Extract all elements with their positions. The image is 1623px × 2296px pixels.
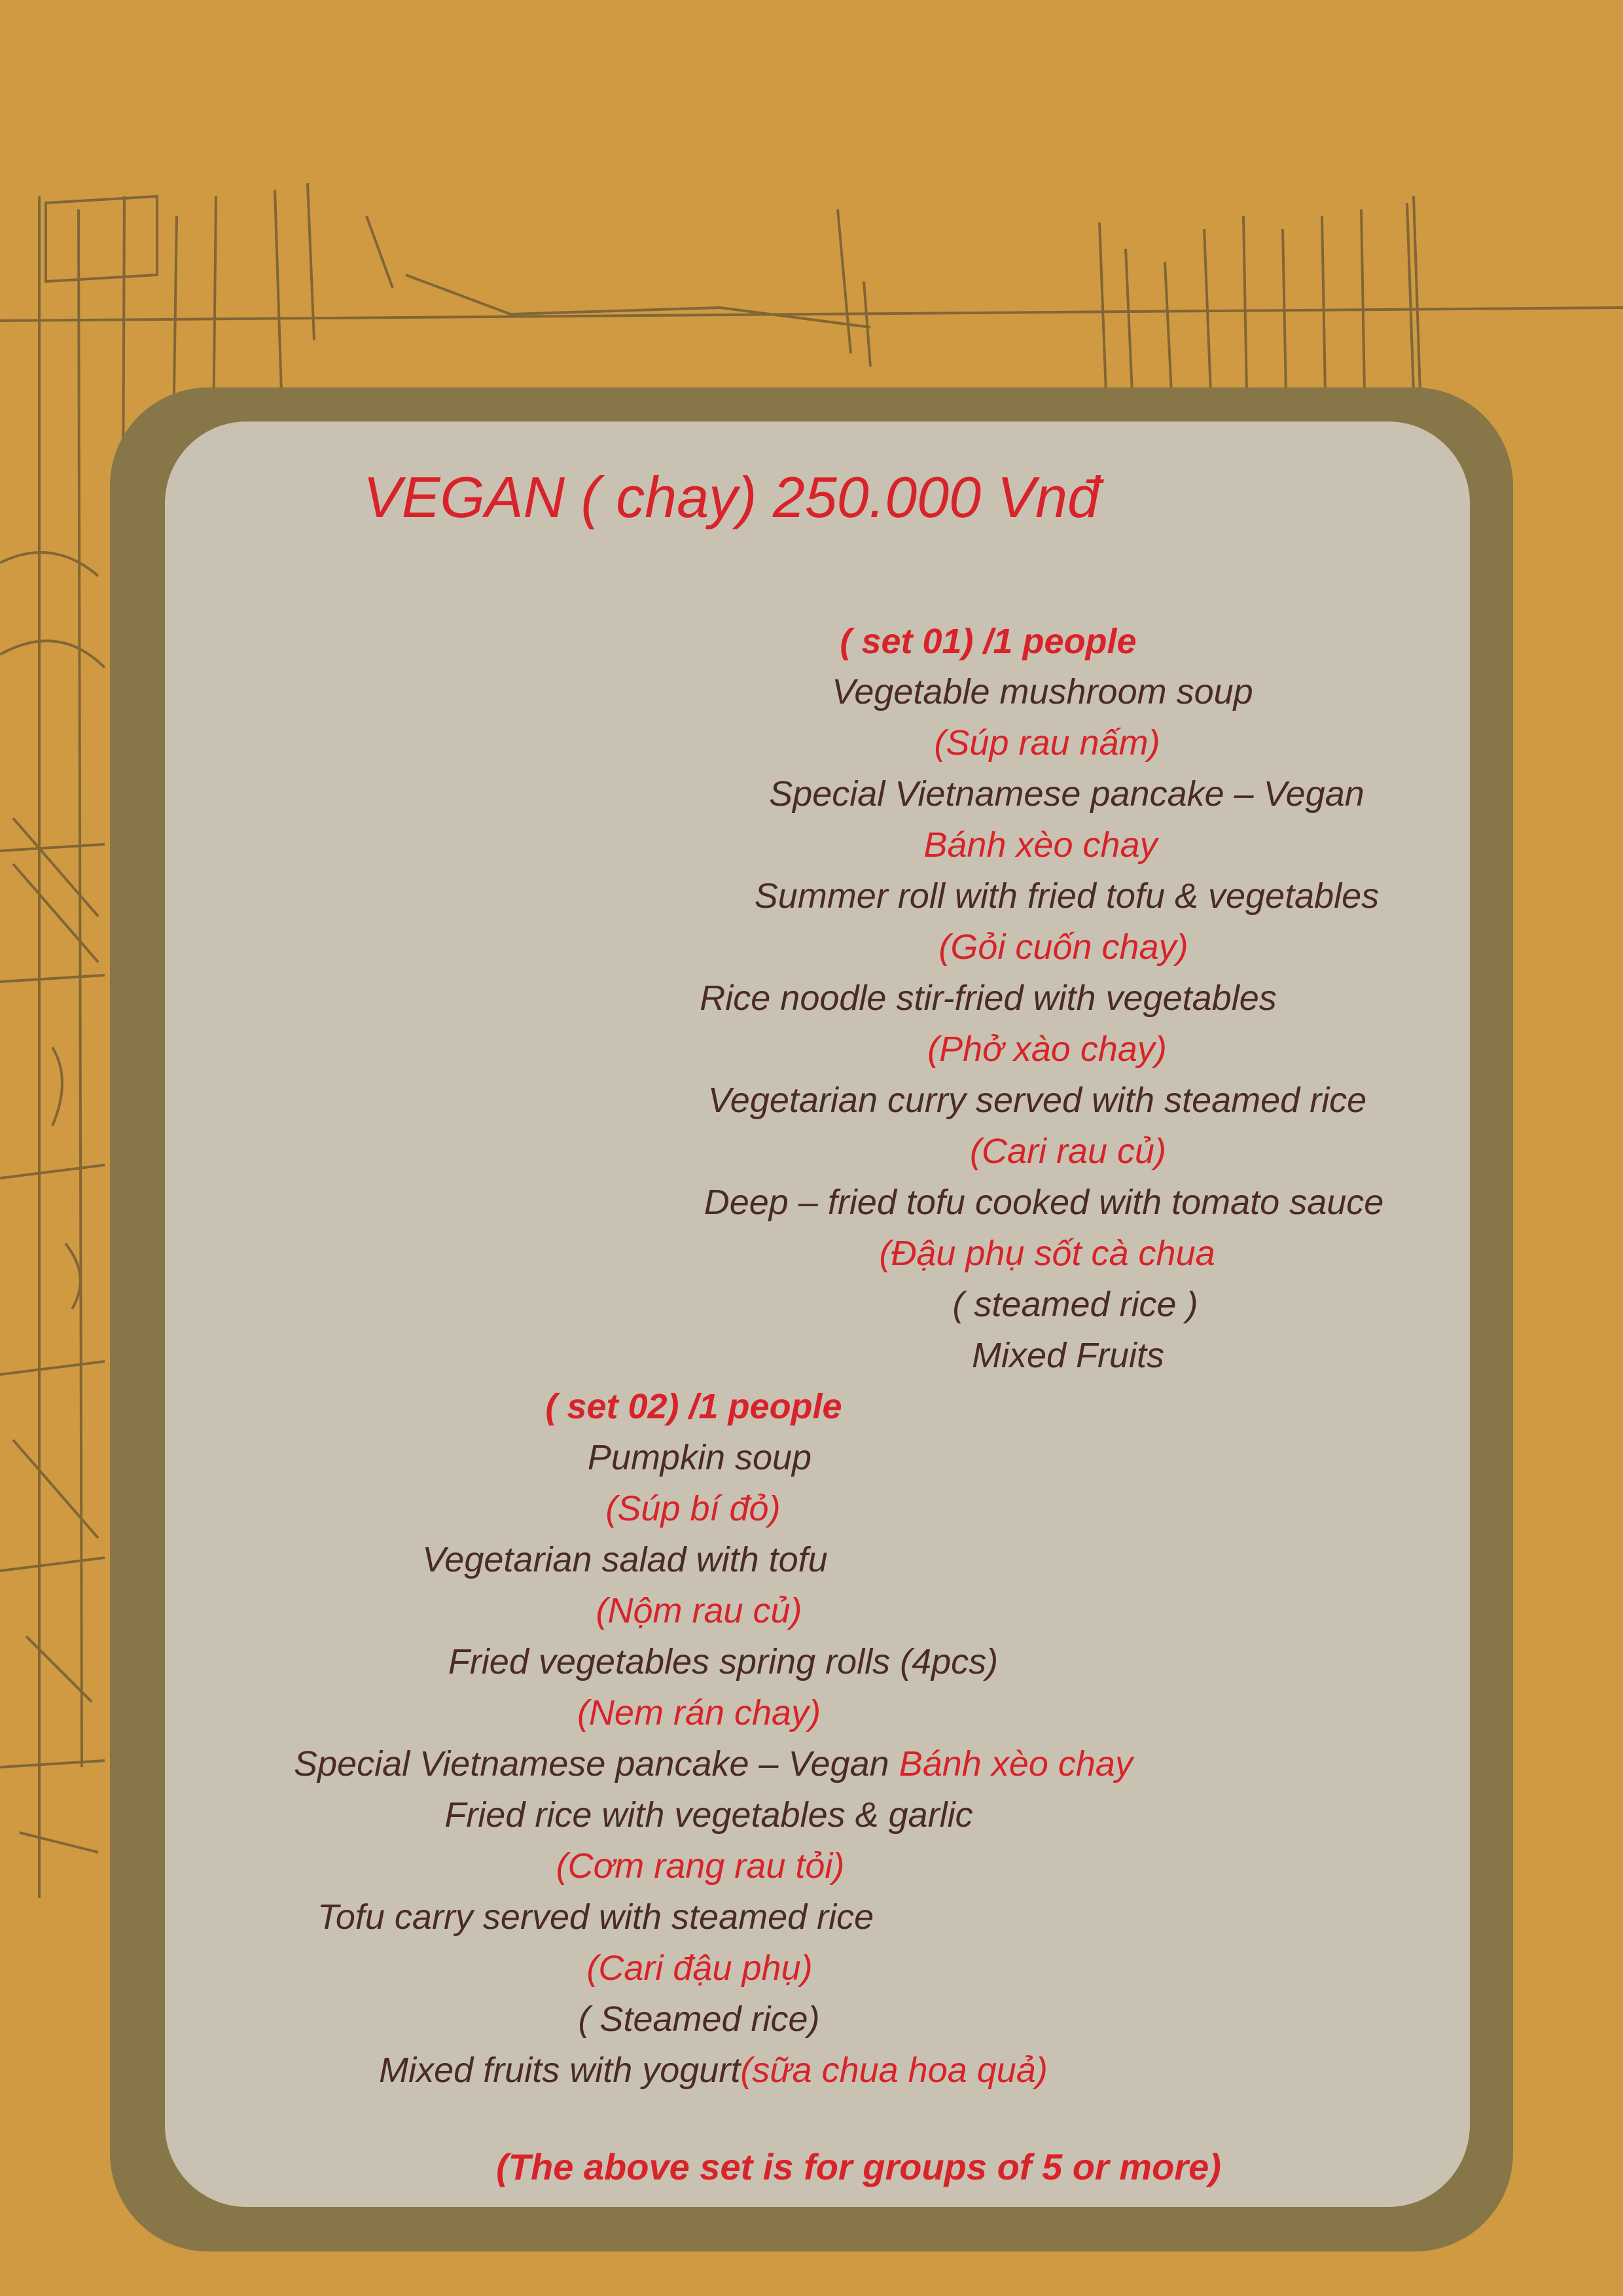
set2-item: Special Vietnamese pancake – Vegan (294, 1744, 899, 1784)
set1-item: Mixed Fruits (971, 1336, 1165, 1375)
set2-item: Pumpkin soup (587, 1438, 812, 1477)
set2-item: Vegetarian salad with tofu (422, 1540, 828, 1579)
set1-item-vn: Bánh xèo chay (923, 825, 1158, 865)
set1-item: Summer roll with fried tofu & vegetables (754, 876, 1380, 916)
set1-item-vn: (Súp rau nấm) (934, 723, 1160, 762)
set2-item: Fried rice with vegetables & garlic (444, 1795, 973, 1835)
set1-item: Deep – fried tofu cooked with tomato sauce (704, 1183, 1384, 1222)
set2-item-vn: Bánh xèo chay (899, 1744, 1133, 1784)
set1-item-vn: (Gỏi cuốn chay) (938, 927, 1188, 967)
set1-item: Special Vietnamese pancake – Vegan (769, 774, 1364, 814)
set1-item: ( steamed rice ) (952, 1285, 1198, 1324)
set2-item-vn: (Cơm rang rau tỏi) (556, 1846, 845, 1886)
set1-item: Vegetable mushroom soup (832, 672, 1253, 711)
set1-item-vn: (Đậu phụ sốt cà chua (879, 1234, 1215, 1273)
set1-item: Rice noodle stir-fried with vegetables (700, 978, 1277, 1018)
set1-heading: ( set 01) /1 people (840, 622, 1137, 661)
set1-item-vn: (Cari rau củ) (969, 1132, 1167, 1171)
set2-item-combined (294, 1741, 1133, 1787)
set2-item: Tofu carry served with steamed rice (317, 1897, 874, 1937)
set2-item: Mixed fruits with yogurt (379, 2051, 741, 2090)
menu-title: VEGAN ( chay) 250.000 Vnđ (363, 465, 1100, 529)
set1-item: Vegetarian curry served with steamed rice (707, 1081, 1367, 1120)
set2-item-vn: (Nem rán chay) (577, 1693, 821, 1732)
set2-item-vn: (Cari đậu phụ) (586, 1948, 813, 1988)
set2-item: Fried vegetables spring rolls (4pcs) (448, 1642, 999, 1681)
footer-note: (The above set is for groups of 5 or more) (496, 2146, 1221, 2187)
set2-item: ( Steamed rice) (578, 2000, 820, 2039)
set2-item-vn: (Súp bí đỏ) (605, 1489, 781, 1528)
set2-item-vn: (Nộm rau củ) (596, 1591, 802, 1630)
set2-item-vn: (sữa chua hoa quả) (740, 2051, 1048, 2090)
set2-heading: ( set 02) /1 people (545, 1387, 842, 1426)
set2-item-combined (379, 2047, 1048, 2093)
set1-item-vn: (Phở xào chay) (927, 1030, 1167, 1069)
